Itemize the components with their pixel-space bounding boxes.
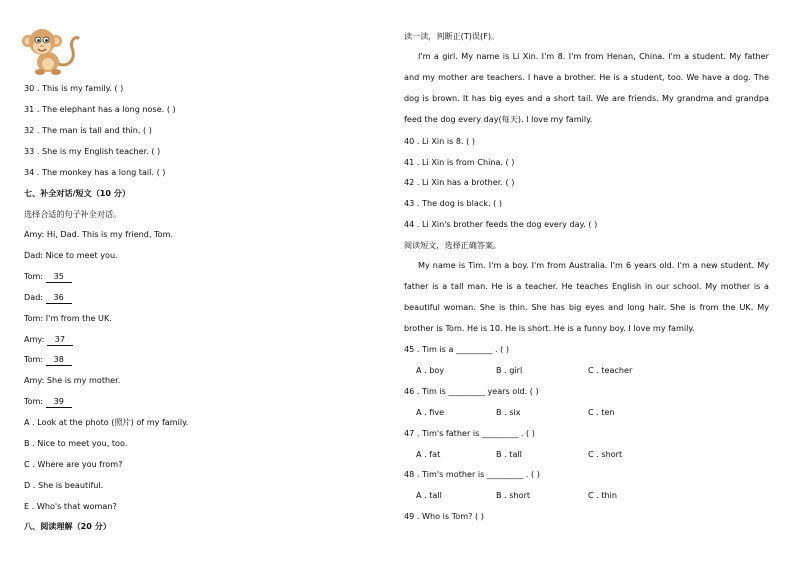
option-e: E . Who's that woman? — [24, 501, 117, 511]
choice-46-c: C . ten — [588, 407, 615, 417]
dialogue-line — [24, 270, 72, 283]
answer-blank-37[interactable]: 37 — [47, 333, 73, 346]
choice-45-b: B . girl — [496, 365, 523, 375]
dialogue-line — [24, 395, 72, 408]
question-30: 30 . This is my family. ( ) — [24, 83, 124, 93]
choice-46-b: B . six — [496, 407, 521, 417]
dialogue-line: Amy: Hi, Dad. This is my friend, Tom. — [24, 229, 174, 239]
question-47: 47 . Tim's father is _________ . ( ) — [404, 428, 535, 438]
dialogue-line: Tom: I'm from the UK. — [24, 313, 112, 323]
reading-1-passage: I'm a girl. My name is Li Xin. I'm 8. I'm from Henan, China. I'm a student. My father and my mother are teachers. I have a brother. He is a student, too. We have a dog. The dog is brown. It has big eyes and a short tail. We are friends. My grandma and grandpa feed the dog every day(每天). I love my family. — [404, 51, 769, 124]
speaker: Tom: — [24, 271, 44, 281]
question-43: 43 . The dog is black. ( ) — [404, 198, 502, 208]
option-c: C . Where are you from? — [24, 459, 123, 469]
speaker: Dad: — [24, 292, 44, 302]
dialogue-line — [24, 291, 72, 304]
dialogue-line — [24, 333, 73, 346]
choice-48-a: A . tall — [416, 490, 442, 500]
speaker: Amy: — [24, 334, 45, 344]
question-46: 46 . Tim is _________ years old. ( ) — [404, 386, 539, 396]
question-45: 45 . Tim is a _________ . ( ) — [404, 344, 510, 354]
question-49: 49 . Who is Tom? ( ) — [404, 511, 484, 521]
monkey-icon — [18, 24, 80, 76]
dialogue-line: Dad: Nice to meet you. — [24, 250, 118, 260]
option-a: A . Look at the photo (照片) of my family. — [24, 417, 189, 427]
choice-48-c: C . thin — [588, 490, 618, 500]
dialogue-line: Amy: She is my mother. — [24, 375, 121, 385]
choice-47-b: B . tall — [496, 449, 522, 459]
section-7-title: 七、补全对话/短文（10 分） — [24, 188, 131, 198]
question-44: 44 . Li Xin's brother feeds the dog every day. ( ) — [404, 219, 598, 229]
answer-blank-38[interactable]: 38 — [46, 353, 72, 366]
question-32: 32 . The man is tall and thin. ( ) — [24, 125, 152, 135]
question-33: 33 . She is my English teacher. ( ) — [24, 146, 161, 156]
speaker: Tom: — [24, 396, 44, 406]
question-48: 48 . Tim's mother is _________ . ( ) — [404, 469, 540, 479]
question-42: 42 . Li Xin has a brother. ( ) — [404, 177, 515, 187]
answer-blank-39[interactable]: 39 — [46, 395, 72, 408]
section-7-instruction: 选择合适的句子补全对话。 — [24, 209, 122, 219]
choice-46-a: A . five — [416, 407, 445, 417]
choice-47-a: A . fat — [416, 449, 441, 459]
reading-2-instruction: 阅读短文，选择正确答案。 — [404, 240, 502, 250]
question-34: 34 . The monkey has a long tail. ( ) — [24, 167, 166, 177]
question-31: 31 . The elephant has a long nose. ( ) — [24, 104, 176, 114]
section-8-title: 八、阅读理解（20 分） — [24, 521, 111, 531]
option-d: D . She is beautiful. — [24, 480, 104, 490]
choice-47-c: C . short — [588, 449, 623, 459]
reading-2-passage: My name is Tim. I'm a boy. I'm from Australia. I'm 6 years old. I'm a new student. My father is a tall man. He is a teacher. He teaches English in our school. My mother is a beautiful woman. She is thin. She has big eyes and long hair. She is from the UK. My brother is Tom. He is 10. He is short. He is a funny boy. I love my family. — [404, 260, 769, 333]
choice-45-c: C . teacher — [588, 365, 633, 375]
dialogue-line — [24, 353, 72, 366]
question-41: 41 . Li Xin is from China. ( ) — [404, 157, 515, 167]
option-b: B . Nice to meet you, too. — [24, 438, 128, 448]
choice-48-b: B . short — [496, 490, 531, 500]
answer-blank-35[interactable]: 35 — [46, 270, 72, 283]
reading-1-instruction: 读一读，判断正(T)误(F)。 — [404, 31, 500, 41]
choice-45-a: A . boy — [416, 365, 445, 375]
answer-blank-36[interactable]: 36 — [46, 291, 72, 304]
question-40: 40 . Li Xin is 8. ( ) — [404, 136, 476, 146]
speaker: Tom: — [24, 354, 44, 364]
